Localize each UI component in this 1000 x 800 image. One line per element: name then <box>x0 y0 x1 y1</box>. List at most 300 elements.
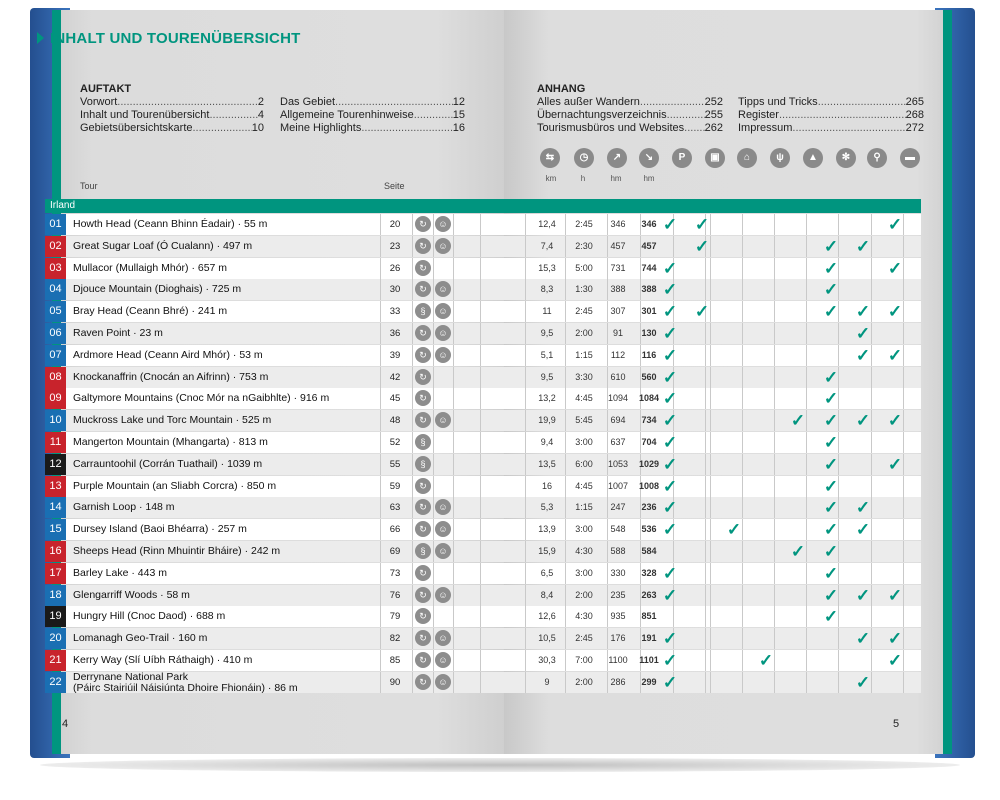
cell-divider <box>412 367 413 388</box>
cell-divider <box>742 236 743 257</box>
cell-divider <box>453 454 454 475</box>
cell-divider <box>412 606 413 627</box>
tour-h: 6:00 <box>575 458 593 469</box>
tour-name[interactable]: Carrauntoohil (Corrán Tuathail) · 1039 m <box>73 457 263 470</box>
cell-divider <box>742 672 743 693</box>
column-header-seite: Seite <box>384 181 405 191</box>
cell-divider <box>453 323 454 344</box>
cell-divider <box>806 563 807 584</box>
check-icon: ✓ <box>662 563 678 583</box>
cell-divider <box>433 323 434 344</box>
check-icon: ✓ <box>823 236 839 256</box>
toc-entry[interactable]: Vorwort ..... 2 <box>80 96 264 109</box>
cell-divider <box>412 323 413 344</box>
tour-km: 19,9 <box>538 415 556 426</box>
bed-icon: ▬ <box>900 148 920 168</box>
tour-name[interactable]: Lomanagh Geo-Trail · 160 m <box>73 632 208 645</box>
tour-km: 15,9 <box>538 546 556 556</box>
restaurant-icon: ψ <box>770 148 790 168</box>
table-row[interactable] <box>45 519 921 540</box>
tour-h: 2:45 <box>575 633 593 644</box>
cell-divider <box>871 541 872 562</box>
table-row[interactable] <box>45 258 921 279</box>
tour-page: 52 <box>389 437 401 448</box>
bus-icon: ▣ <box>705 148 725 168</box>
cell-divider <box>433 236 434 257</box>
cell-divider <box>903 367 904 388</box>
tour-h: 1:30 <box>575 284 593 295</box>
toc-entry[interactable]: Tourismusbüros und Websites ..... 262 <box>537 122 723 135</box>
toc-auftakt <box>80 83 264 135</box>
cell-divider <box>710 258 711 279</box>
title-marker-icon <box>37 32 44 44</box>
tour-h: 2:45 <box>575 306 593 317</box>
cell-divider <box>806 585 807 606</box>
toc-entry[interactable]: Impressum ..... 272 <box>738 122 924 135</box>
tour-number-badge: 03 <box>45 258 66 279</box>
check-icon: ✓ <box>662 520 678 540</box>
cell-divider <box>480 236 481 257</box>
cell-divider <box>806 432 807 453</box>
cell-divider <box>412 541 413 562</box>
toc-entry[interactable]: Alles außer Wandern ..... 252 <box>537 96 723 109</box>
check-icon: ✓ <box>887 585 903 605</box>
tour-table <box>45 199 921 696</box>
table-row[interactable] <box>45 650 921 671</box>
cell-divider <box>433 541 434 562</box>
table-row[interactable] <box>45 345 921 366</box>
check-icon: ✓ <box>855 629 871 649</box>
cell-divider <box>774 628 775 649</box>
table-row[interactable] <box>45 606 921 627</box>
cell-divider <box>710 410 711 431</box>
tour-page: 66 <box>389 524 401 536</box>
cell-divider <box>705 410 706 431</box>
table-row[interactable] <box>45 454 921 475</box>
toc-entry[interactable]: Tipps und Tricks ..... 265 <box>738 96 924 109</box>
check-icon: ✓ <box>662 672 678 692</box>
table-row[interactable] <box>45 236 921 257</box>
tour-ascent: 307 <box>610 306 626 317</box>
bike-icon: ⚲ <box>867 148 887 168</box>
tour-number-badge: 07 <box>45 345 66 366</box>
tour-name-line1: Derrynane National Park <box>73 670 188 683</box>
cell-divider <box>774 563 775 584</box>
cell-divider <box>480 476 481 497</box>
cell-divider <box>433 279 434 300</box>
check-icon: ✓ <box>694 302 710 322</box>
table-row[interactable] <box>45 388 921 409</box>
cell-divider <box>453 585 454 606</box>
tour-ascent: 548 <box>610 524 626 535</box>
tour-km: 16 <box>541 480 552 491</box>
page-number-right: 5 <box>893 718 900 730</box>
tour-name[interactable]: Galtymore Mountains (Cnoc Mór na nGaibhlte) · 916 m <box>73 392 330 405</box>
cell-divider <box>433 410 434 431</box>
cell-divider <box>806 519 807 540</box>
tour-descent: 584 <box>641 546 657 556</box>
cell-divider <box>742 258 743 279</box>
cell-divider <box>742 650 743 671</box>
tour-h: 4:30 <box>575 546 593 556</box>
check-icon: ✓ <box>887 651 903 670</box>
tour-descent: 744 <box>641 262 657 273</box>
cell-divider <box>453 563 454 584</box>
tour-descent: 236 <box>641 502 657 513</box>
cell-divider <box>480 345 481 366</box>
round-trip-icon: ↻ <box>415 521 431 537</box>
tour-km: 5,3 <box>540 502 554 513</box>
round-trip-icon: ↻ <box>415 630 431 646</box>
cell-divider <box>412 672 413 693</box>
tour-h: 2:30 <box>575 240 593 251</box>
cell-divider <box>710 432 711 453</box>
tour-km: 13,9 <box>538 524 556 535</box>
cell-divider <box>453 541 454 562</box>
descent-icon: ↘ <box>639 148 659 168</box>
check-icon: ✓ <box>855 520 871 540</box>
cell-divider <box>838 345 839 366</box>
tour-number-badge: 13 <box>45 476 66 497</box>
cell-divider <box>903 563 904 584</box>
cell-divider <box>710 519 711 540</box>
table-row[interactable] <box>45 541 921 562</box>
check-icon: ✓ <box>694 215 710 234</box>
table-row[interactable] <box>45 214 921 235</box>
check-icon: ✓ <box>823 302 839 322</box>
tour-h: 5:45 <box>575 415 593 426</box>
tour-ascent: 112 <box>610 349 626 360</box>
kid-friendly-icon: ☺ <box>435 281 451 297</box>
cell-divider <box>806 258 807 279</box>
cell-divider <box>480 432 481 453</box>
tour-km: 15,3 <box>538 262 556 273</box>
cell-divider <box>838 214 839 235</box>
tour-number-badge: 19 <box>45 606 66 627</box>
tour-name[interactable]: Mangerton Mountain (Mhangarta) · 813 m <box>73 436 268 448</box>
cell-divider <box>380 585 381 606</box>
check-icon: ✓ <box>662 433 678 452</box>
cell-divider <box>838 672 839 693</box>
toc-entry[interactable]: Inhalt und Tourenübersicht ..... 4 <box>80 109 264 122</box>
tour-ascent: 457 <box>610 240 626 251</box>
check-icon: ✓ <box>662 651 678 670</box>
cell-divider <box>705 345 706 366</box>
round-trip-icon: ↻ <box>415 347 431 363</box>
tour-name[interactable]: Knockanaffrin (Cnocán an Aifrinn) · 753 m <box>73 370 269 383</box>
cell-divider <box>903 476 904 497</box>
round-trip-icon: ↻ <box>415 478 431 494</box>
tour-descent: 191 <box>641 633 657 644</box>
cell-divider <box>871 454 872 475</box>
cell-divider <box>903 388 904 409</box>
summit-icon: ▲ <box>803 148 823 168</box>
cell-divider <box>433 214 434 235</box>
check-icon: ✓ <box>662 629 678 649</box>
cell-divider <box>710 454 711 475</box>
cell-divider <box>742 585 743 606</box>
table-row[interactable] <box>45 432 921 453</box>
tour-name[interactable]: Purple Mountain (an Sliabh Corcra) · 850 m <box>73 479 277 492</box>
tour-km: 6,5 <box>540 567 554 578</box>
cell-divider <box>380 432 381 453</box>
cell-divider <box>742 345 743 366</box>
cell-divider <box>525 367 526 388</box>
cell-divider <box>412 388 413 409</box>
tour-ascent: 286 <box>610 676 626 687</box>
cell-divider <box>710 388 711 409</box>
kid-friendly-icon: ☺ <box>435 652 451 668</box>
cell-divider <box>380 236 381 257</box>
cell-divider <box>742 388 743 409</box>
table-row[interactable] <box>45 628 921 649</box>
cell-divider <box>742 214 743 235</box>
cell-divider <box>525 345 526 366</box>
parking-icon: P <box>672 148 692 168</box>
cell-divider <box>903 236 904 257</box>
check-icon: ✓ <box>823 585 839 605</box>
tour-km: 12,4 <box>538 219 556 229</box>
cell-divider <box>774 497 775 518</box>
tour-descent: 851 <box>641 611 657 622</box>
tour-km: 13,5 <box>538 458 556 469</box>
tour-page: 79 <box>389 611 401 623</box>
tour-h: 2:00 <box>575 676 593 687</box>
cell-divider <box>380 279 381 300</box>
cell-divider <box>742 476 743 497</box>
cell-divider <box>710 541 711 562</box>
tour-name[interactable]: Garnish Loop · 148 m <box>73 501 175 514</box>
tour-h: 3:00 <box>575 524 593 535</box>
tour-ascent: 330 <box>610 567 626 578</box>
unit-label: hm <box>610 174 622 183</box>
tour-descent: 388 <box>641 284 657 295</box>
cell-divider <box>710 650 711 671</box>
cell-divider <box>705 454 706 475</box>
cell-divider <box>453 367 454 388</box>
tour-page: 59 <box>389 480 401 492</box>
cell-divider <box>774 454 775 475</box>
cell-divider <box>774 258 775 279</box>
tour-name[interactable] <box>73 672 298 694</box>
cell-divider <box>871 606 872 627</box>
cell-divider <box>774 585 775 606</box>
tour-page: 30 <box>389 284 401 296</box>
tour-km: 9,5 <box>540 371 554 382</box>
tour-name[interactable]: Djouce Mountain (Dioghais) · 725 m <box>73 283 242 296</box>
tour-h: 4:45 <box>575 480 593 491</box>
cell-divider <box>705 388 706 409</box>
check-icon: ✓ <box>887 215 903 234</box>
tour-name[interactable]: Ardmore Head (Ceann Aird Mhór) · 53 m <box>73 348 263 361</box>
table-row[interactable] <box>45 497 921 518</box>
ascent-icon: ↗ <box>607 148 627 168</box>
tour-ascent: 176 <box>610 633 626 644</box>
toc-entry[interactable]: Allgemeine Tourenhinweise ..... 15 <box>280 109 465 122</box>
round-trip-icon: ↻ <box>415 325 431 341</box>
tour-page: 82 <box>389 633 401 645</box>
tour-page: 85 <box>389 655 401 666</box>
check-icon: ✓ <box>823 389 839 409</box>
tour-h: 1:15 <box>575 349 593 360</box>
tour-number-badge: 14 <box>45 497 66 518</box>
tour-name[interactable]: Barley Lake · 443 m <box>73 566 167 579</box>
tour-descent: 130 <box>641 328 657 338</box>
cell-divider <box>903 606 904 627</box>
cell-divider <box>380 541 381 562</box>
check-icon: ✓ <box>887 302 903 322</box>
cell-divider <box>525 279 526 300</box>
cell-divider <box>903 541 904 562</box>
table-row[interactable] <box>45 672 921 693</box>
cell-divider <box>742 323 743 344</box>
kid-friendly-icon: ☺ <box>435 347 451 363</box>
cell-divider <box>525 323 526 344</box>
check-icon: ✓ <box>855 345 871 365</box>
toc-entry[interactable]: Meine Highlights ..... 16 <box>280 122 465 135</box>
cell-divider <box>806 367 807 388</box>
toc-entry[interactable]: Register ..... 268 <box>738 109 924 122</box>
kid-friendly-icon: ☺ <box>435 499 451 515</box>
cell-divider <box>774 519 775 540</box>
tour-name[interactable]: Great Sugar Loaf (Ó Cualann) · 497 m <box>73 239 253 252</box>
round-trip-icon: ↻ <box>415 216 431 232</box>
check-icon: ✓ <box>694 236 710 256</box>
cell-divider <box>806 301 807 322</box>
check-icon: ✓ <box>662 367 678 387</box>
cell-divider <box>710 563 711 584</box>
cell-divider <box>433 519 434 540</box>
cell-divider <box>380 345 381 366</box>
toc-heading: ANHANG <box>537 83 586 95</box>
cell-divider <box>710 585 711 606</box>
check-icon: ✓ <box>823 433 839 452</box>
cell-divider <box>525 519 526 540</box>
cell-divider <box>433 563 434 584</box>
table-row[interactable] <box>45 323 921 344</box>
tour-name[interactable]: Muckross Lake und Torc Mountain · 525 m <box>73 414 272 427</box>
cell-divider <box>871 388 872 409</box>
tour-number-badge: 12 <box>45 454 66 475</box>
cell-divider <box>453 606 454 627</box>
table-row[interactable] <box>45 301 921 322</box>
cell-divider <box>412 563 413 584</box>
cell-divider <box>412 345 413 366</box>
check-icon: ✓ <box>790 542 806 561</box>
tour-name[interactable]: Dursey Island (Baoi Bhéarra) · 257 m <box>73 523 247 536</box>
tour-km: 10,5 <box>538 633 556 644</box>
cell-divider <box>705 323 706 344</box>
cell-divider <box>412 432 413 453</box>
tour-name[interactable]: Glengarriff Woods · 58 m <box>73 588 190 601</box>
cell-divider <box>480 585 481 606</box>
right-accent-bar <box>943 10 952 754</box>
table-row[interactable] <box>45 476 921 497</box>
kid-friendly-icon: ☺ <box>435 325 451 341</box>
round-trip-icon: ↻ <box>415 587 431 603</box>
signpost-icon: ⇆ <box>540 148 560 168</box>
unit-label: h <box>580 174 586 183</box>
cell-divider <box>705 585 706 606</box>
check-icon: ✓ <box>855 672 871 692</box>
toc-entry[interactable]: Übernachtungsverzeichnis ..... 255 <box>537 109 723 122</box>
tour-name[interactable]: Kerry Way (Slí Uíbh Ráthaigh) · 410 m <box>73 654 253 666</box>
cell-divider <box>380 497 381 518</box>
cell-divider <box>380 367 381 388</box>
cell-divider <box>480 454 481 475</box>
cell-divider <box>380 519 381 540</box>
one-way-route-icon: § <box>415 303 431 319</box>
cell-divider <box>480 519 481 540</box>
table-row[interactable] <box>45 367 921 388</box>
cell-divider <box>525 541 526 562</box>
clock-icon: ◷ <box>574 148 594 168</box>
tour-h: 1:15 <box>575 502 593 513</box>
cell-divider <box>412 650 413 671</box>
cell-divider <box>480 497 481 518</box>
kid-friendly-icon: ☺ <box>435 521 451 537</box>
check-icon: ✓ <box>662 280 678 300</box>
unit-label: km <box>545 174 557 183</box>
cell-divider <box>705 258 706 279</box>
cell-divider <box>433 301 434 322</box>
check-icon: ✓ <box>823 542 839 561</box>
round-trip-icon: ↻ <box>415 499 431 515</box>
check-icon: ✓ <box>823 607 839 627</box>
cell-divider <box>742 432 743 453</box>
tour-name[interactable]: Howth Head (Ceann Bhinn Éadair) · 55 m <box>73 218 268 230</box>
cell-divider <box>480 628 481 649</box>
cell-divider <box>433 258 434 279</box>
tour-name[interactable]: Bray Head (Ceann Bhré) · 241 m <box>73 305 228 318</box>
tour-ascent: 637 <box>610 437 626 447</box>
round-trip-icon: ↻ <box>415 369 431 385</box>
tour-name[interactable]: Raven Point · 23 m <box>73 327 163 339</box>
check-icon: ✓ <box>823 280 839 300</box>
kid-friendly-icon: ☺ <box>435 238 451 254</box>
cell-divider <box>433 345 434 366</box>
tour-page: 90 <box>389 676 401 688</box>
cell-divider <box>871 214 872 235</box>
tour-name[interactable]: Sheeps Head (Rinn Mhuintir Bháire) · 242 m <box>73 545 281 557</box>
cell-divider <box>433 650 434 671</box>
tour-name[interactable]: Mullacor (Mullaigh Mhór) · 657 m <box>73 261 228 274</box>
cell-divider <box>480 410 481 431</box>
table-row[interactable] <box>45 585 921 606</box>
tour-descent: 346 <box>641 219 657 229</box>
cell-divider <box>380 672 381 693</box>
check-icon: ✓ <box>662 454 678 474</box>
cell-divider <box>480 650 481 671</box>
toc-entry[interactable]: Gebietsübersichtskarte ..... 10 <box>80 122 264 135</box>
cell-divider <box>525 410 526 431</box>
table-row[interactable] <box>45 410 921 431</box>
check-icon: ✓ <box>823 476 839 496</box>
tour-page: 73 <box>389 567 401 579</box>
tour-ascent: 1053 <box>607 458 629 469</box>
table-row[interactable] <box>45 563 921 584</box>
table-row[interactable] <box>45 279 921 300</box>
cell-divider <box>903 279 904 300</box>
cell-divider <box>453 497 454 518</box>
tour-name[interactable]: Hungry Hill (Cnoc Daod) · 688 m <box>73 610 226 623</box>
check-icon: ✓ <box>662 324 678 343</box>
toc-entry[interactable]: Das Gebiet ..... 12 <box>280 96 465 109</box>
cell-divider <box>380 476 381 497</box>
tour-descent: 328 <box>641 567 657 578</box>
cell-divider <box>453 650 454 671</box>
tour-ascent: 1094 <box>607 393 629 404</box>
